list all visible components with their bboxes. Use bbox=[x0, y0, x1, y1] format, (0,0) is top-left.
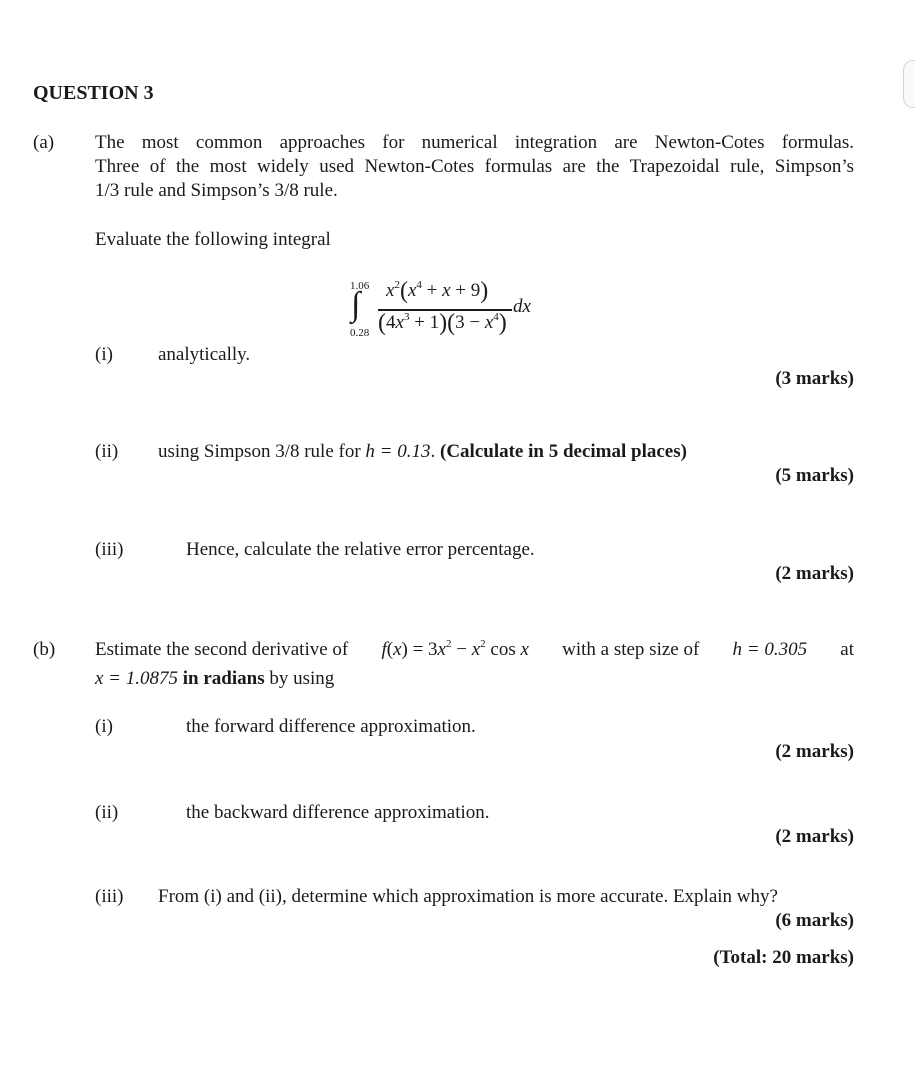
integral-upper-limit: 1.06 bbox=[350, 280, 370, 292]
part-b-ii-label: (ii) bbox=[95, 802, 119, 823]
part-b-ii-marks: (2 marks) bbox=[775, 826, 854, 847]
part-a-label: (a) bbox=[33, 132, 55, 153]
part-a-iii-label: (iii) bbox=[95, 539, 124, 560]
part-b-h-value: h = 0.305 bbox=[732, 639, 808, 660]
part-b-x-value: x = 1.0875 bbox=[95, 668, 179, 689]
part-b-ii-text: the backward difference approximation. bbox=[186, 802, 490, 823]
part-a-intro-line-1: The most common approaches for numerical integration are Newton-Cotes formulas. bbox=[95, 132, 854, 153]
part-a-iii-marks: (2 marks) bbox=[775, 563, 854, 584]
part-b-text-2: with a step size of bbox=[562, 639, 700, 660]
question-heading: QUESTION 3 bbox=[33, 82, 154, 104]
integral-dx: dx bbox=[513, 296, 531, 317]
total-marks: (Total: 20 marks) bbox=[713, 947, 854, 968]
part-b-iii-label: (iii) bbox=[95, 886, 124, 907]
part-a-ii-h-value: h = 0.13 bbox=[365, 441, 431, 462]
part-b-iii-text: From (i) and (ii), determine which approximation is more accurate. Explain why? bbox=[158, 886, 778, 907]
side-scroll-tab[interactable] bbox=[903, 60, 915, 108]
part-a-ii-label: (ii) bbox=[95, 441, 119, 462]
part-b-text-3: at bbox=[840, 639, 854, 660]
part-b-i-marks: (2 marks) bbox=[775, 741, 854, 762]
part-b-i-text: the forward difference approximation. bbox=[186, 716, 476, 737]
part-b-text-1: Estimate the second derivative of bbox=[95, 639, 349, 660]
part-b-by-using: by using bbox=[269, 668, 335, 689]
evaluate-instruction: Evaluate the following integral bbox=[95, 229, 331, 250]
integral-lower-limit: 0.28 bbox=[350, 327, 370, 339]
part-b-i-label: (i) bbox=[95, 716, 113, 737]
part-b-iii-marks: (6 marks) bbox=[775, 910, 854, 931]
part-a-ii-bold-note: (Calculate in 5 decimal places) bbox=[440, 441, 687, 462]
part-b-in-radians: in radians bbox=[182, 668, 265, 689]
part-a-intro-line-3: 1/3 rule and Simpson’s 3/8 rule. bbox=[95, 180, 338, 201]
part-b-label: (b) bbox=[33, 639, 56, 660]
part-a-i-label: (i) bbox=[95, 344, 113, 365]
part-b-line-2 bbox=[95, 668, 334, 690]
part-a-ii-text: using Simpson 3/8 rule for h = 0.13. (Calculate in 5 decimal places) bbox=[158, 441, 687, 462]
part-a-ii-marks: (5 marks) bbox=[775, 465, 854, 486]
integrand-denominator: $(4x^3 + 1)(3 - x^4)$ bbox=[378, 310, 507, 336]
function-expression: $f(x) = 3x^2 - x^2$ cos x bbox=[381, 638, 529, 660]
integral-sign: ∫ bbox=[351, 286, 361, 323]
part-b-line-1 bbox=[95, 639, 854, 661]
part-a-intro-line-2: Three of the most widely used Newton-Cotes formulas are the Trapezoidal rule, Simpson’s bbox=[95, 156, 854, 177]
integrand-fraction bbox=[378, 278, 518, 344]
part-a-i-marks: (3 marks) bbox=[775, 368, 854, 389]
part-a-i-text: analytically. bbox=[158, 344, 251, 365]
part-a-iii-text: Hence, calculate the relative error percentage. bbox=[186, 539, 535, 560]
part-a-ii-text-plain: using Simpson 3/8 rule for bbox=[158, 441, 361, 462]
integrand-numerator: $x^2(x^4 + x + 9)$ bbox=[386, 278, 489, 304]
